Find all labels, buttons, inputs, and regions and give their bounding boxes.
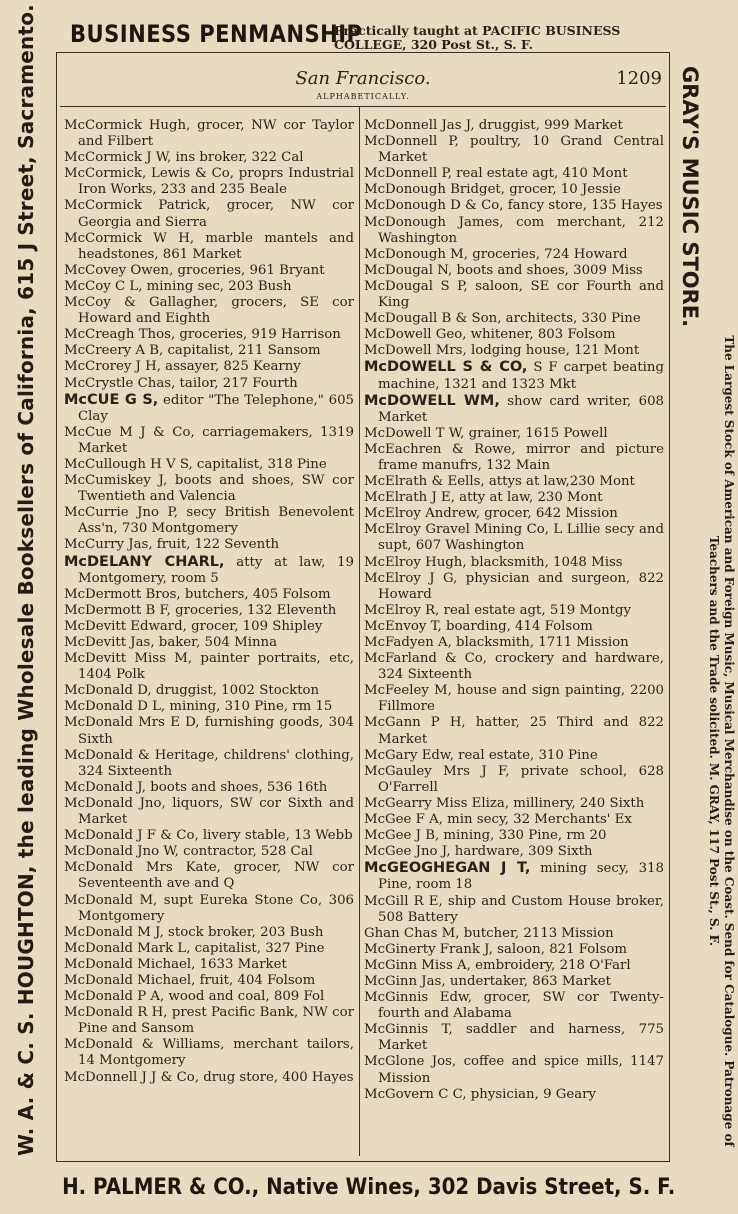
top-ad-title: BUSINESS PENMANSHIP [70,20,363,48]
directory-entry [364,263,664,279]
entry-text: McDowell Geo, whitener, 803 Folsom [364,327,616,343]
top-ad-detail: Practically taught at PACIFIC BUSINESS COLLEGE, 320 Post St., S. F. [334,23,621,52]
right-margin-advertisement [702,326,736,1156]
directory-entry [64,957,354,973]
directory-entry [364,926,664,942]
entry-text: McCoy C L, mining sec, 203 Bush [64,278,292,294]
directory-entry [364,603,664,619]
entry-text: McCumiskey J, boots and shoes, SW cor Twentieth and Valencia [64,473,354,505]
entry-text: McCormick J W, ins broker, 322 Cal [64,150,304,166]
directory-entry [364,311,664,327]
entry-text: McCreery A B, capitalist, 211 Sansom [64,343,321,359]
directory-entry [364,764,664,796]
directory-entry [64,343,354,359]
directory-entry [364,683,664,715]
directory-entry [64,796,354,828]
entry-text: McGee Jno J, hardware, 309 Sixth [364,844,593,860]
header-rule [60,106,666,107]
directory-entry [64,150,354,166]
directory-entry [64,715,354,747]
entry-text: McDonald P A, wood and coal, 809 Fol [64,989,325,1005]
entry-text: McDonough M, groceries, 724 Howard [364,246,628,262]
entry-text: McCoy & Gallagher, grocers, SE cor Howard and Eighth [64,295,354,327]
directory-entry [64,619,354,635]
left-column [64,118,354,1158]
entry-text: McDonald D L, mining, 310 Pine, rm 15 [64,699,333,715]
directory-entry [64,1005,354,1037]
directory-entry [364,490,664,506]
entry-text: McCormick Hugh, grocer, NW cor Taylor and Filbert [64,118,354,150]
entry-text: McGinnis Edw, grocer, SW cor Twenty-fourth and Alabama [364,990,664,1022]
directory-entry [364,393,664,426]
bottom-advertisement [0,1168,738,1208]
entry-text: McCrystle Chas, tailor, 217 Fourth [64,375,298,391]
column-divider [359,106,360,1156]
entry-text: McCormick W H, marble mantels and headstones, 861 Market [64,230,354,262]
entry-text: McGee F A, min secy, 32 Merchants' Ex [364,812,632,828]
directory-entry [64,780,354,796]
directory-entry [364,279,664,311]
directory-entry [64,828,354,844]
entry-text: McDonough James, com merchant, 212 Washington [364,214,664,246]
entry-text: Ghan Chas M, butcher, 2113 Mission [364,925,614,941]
entry-text: McDonald Michael, fruit, 404 Folsom [64,972,316,988]
directory-entry [64,893,354,925]
directory-entry [64,635,354,651]
entry-text: McDonnell P, poultry, 10 Grand Central Market [364,134,664,166]
directory-entry [364,571,664,603]
entry-text: McDonald J F & Co, livery stable, 13 Webb [64,828,353,844]
directory-entry [64,925,354,941]
directory-entry [364,715,664,747]
entry-text: McDonald Jno, liquors, SW cor Sixth and Market [64,795,354,828]
bottom-ad-text: H. PALMER & CO., Native Wines, 302 Davis Street, S. F. [62,1175,676,1200]
entry-text: McDonald Jno W, contractor, 528 Cal [64,844,313,860]
directory-entry [64,941,354,957]
directory-entry [364,990,664,1022]
entry-text: editor "The Telephone," 605 Clay [78,392,354,424]
entry-text: McDonnell P, real estate agt, 410 Mont [364,166,628,182]
directory-entry [64,263,354,279]
entry-text: atty at law, 19 Montgomery, room 5 [78,554,354,586]
entry-text: McGinn Jas, undertaker, 863 Market [364,973,612,989]
entry-text: McDonough Bridget, grocer, 10 Jessie [364,182,621,198]
directory-entry [364,442,664,474]
entry-text: McDougall B & Son, architects, 330 Pine [364,311,641,327]
directory-entry [64,860,354,892]
entry-bold-name: McDOWELL S & CO, [364,359,528,376]
directory-entry [64,699,354,715]
page-subtitle: ALPHABETICALLY. [316,92,410,101]
directory-entry [64,279,354,295]
entry-text: McDonald J, boots and shoes, 536 16th [64,779,328,795]
page-header [60,66,666,106]
directory-entry [364,198,664,214]
directory-entry [364,812,664,828]
directory-entry [364,958,664,974]
entry-text: McElroy Gravel Mining Co, L Lillie secy and supt, 607 Washington [364,522,664,554]
directory-entry [64,973,354,989]
directory-entry [64,166,354,198]
entry-text: McFadyen A, blacksmith, 1711 Mission [364,635,629,650]
directory-entry [64,554,354,587]
directory-entry [364,134,664,166]
entry-text: McGann P H, hatter, 25 Third and 822 Market [364,715,664,747]
entry-text: McGlone Jos, coffee and spice mills, 1147 Mission [364,1054,664,1086]
entry-text: McDonald & Heritage, childrens' clothing, 324 Sixteenth [64,747,354,779]
directory-entry [64,359,354,375]
entry-text: McDermott B F, groceries, 132 Eleventh [64,602,337,618]
entry-text: McGinerty Frank J, saloon, 821 Folsom [364,941,628,957]
directory-entry [64,844,354,860]
directory-entry [364,555,664,571]
directory-entry [64,231,354,263]
entry-text: McCue M J & Co, carriagemakers, 1319 Market [64,424,354,456]
directory-entry [64,457,354,473]
entry-text: McDonald Mark L, capitalist, 327 Pine [64,940,325,956]
entry-text: McCurry Jas, fruit, 122 Seventh [64,537,280,553]
entry-text: McDonald R H, prest Pacific Bank, NW cor Pine and Sansom [64,1005,354,1037]
entry-text: McEnvoy T, boarding, 414 Folsom [364,618,593,634]
entry-text: McGovern C C, physician, 9 Geary [364,1086,597,1102]
directory-entry [64,603,354,619]
directory-entry [64,683,354,699]
directory-entry [64,748,354,780]
page-city: San Francisco. [295,68,431,89]
entry-text: McGill R E, ship and Custom House broker, 508 Battery [364,893,664,925]
entry-bold-name: McDELANY CHARL, [64,553,225,570]
entry-text: McDonald Michael, 1633 Market [64,956,287,972]
right-margin-title [672,66,708,326]
directory-entry [64,505,354,537]
entry-text: McElroy Hugh, blacksmith, 1048 Miss [364,554,623,570]
directory-entry [64,392,354,425]
entry-text: McCullough H V S, capitalist, 318 Pine [64,456,327,472]
directory-entry [364,942,664,958]
directory-entry [64,537,354,553]
directory-entry [64,295,354,327]
entry-text: McGinnis T, saddler and harness, 775 Market [364,1022,664,1054]
directory-entry [364,894,664,926]
entry-text: McDevitt Miss M, painter portraits, etc, 1404 Polk [64,651,354,683]
directory-entry [64,587,354,603]
directory-entry [364,327,664,343]
right-margin-title-text: GRAY'S MUSIC STORE. [678,66,702,328]
directory-entry [364,118,664,134]
entry-text: McCrorey J H, assayer, 825 Kearny [64,359,301,375]
entry-text: McGearry Miss Eliza, millinery, 240 Sixth [364,795,645,811]
directory-entry [64,1070,354,1086]
entry-text: mining secy, 318 Pine, room 18 [378,861,664,893]
entry-text: McDonald M J, stock broker, 203 Bush [64,924,324,940]
entry-text: McDermott Bros, butchers, 405 Folsom [64,586,331,602]
entry-text: McGauley Mrs J F, private school, 628 O'Farrell [364,763,664,795]
directory-entry [364,1022,664,1054]
directory-entry [64,198,354,230]
page-number: 1209 [616,68,662,89]
directory-entry [364,619,664,635]
right-margin-detail-text: The Largest Stock of American and Foreign Music, Musical Merchandise on the Coast. Send for Catalogue. Patronage of Teachers and the Trade solicited. M. GRAY, 117 Post St., S. F. [707,335,736,1147]
entry-text: McCreagh Thos, groceries, 919 Harrison [64,327,341,343]
entry-bold-name: McDOWELL WM, [364,392,500,409]
entry-text: McGinn Miss A, embroidery, 218 O'Farl [364,957,631,973]
directory-entry [364,215,664,247]
directory-entry [64,327,354,343]
directory-entry [364,343,664,359]
directory-entry [364,182,664,198]
entry-text: McElroy Andrew, grocer, 642 Mission [364,506,618,522]
entry-text: S F carpet beating machine, 1321 and 1323 Mkt [378,360,664,392]
entry-text: McDonnell J J & Co, drug store, 400 Hayes [64,1069,354,1085]
entry-text: McCovey Owen, groceries, 961 Bryant [64,262,325,278]
directory-entry [364,247,664,263]
directory-entry [364,748,664,764]
entry-text: McGee J B, mining, 330 Pine, rm 20 [364,828,607,844]
directory-entry [364,506,664,522]
entry-text: McDonald M, supt Eureka Stone Co, 306 Montgomery [64,892,354,924]
entry-text: McDonald Mrs Kate, grocer, NW cor Seventeenth ave and Q [64,860,354,892]
entry-text: McElrath J E, atty at law, 230 Mont [364,490,603,506]
entry-text: McDowell Mrs, lodging house, 121 Mont [364,343,640,359]
entry-bold-name: McGEOGHEGAN J T, [364,860,531,877]
directory-entry [64,651,354,683]
entry-text: McDonald & Williams, merchant tailors, 14 Montgomery [64,1037,354,1069]
entry-text: McDonough D & Co, fancy store, 135 Hayes [364,198,663,214]
entry-text: McDonald Mrs E D, furnishing goods, 304 Sixth [64,715,354,747]
entry-text: McDougal S P, saloon, SE cor Fourth and King [364,278,664,311]
directory-entry [64,118,354,150]
directory-entry [64,376,354,392]
directory-entry [364,522,664,554]
entry-text: McFarland & Co, crockery and hardware, 324 Sixteenth [364,651,664,683]
entry-text: McGary Edw, real estate, 310 Pine [364,747,598,763]
entry-text: McEachren & Rowe, mirror and picture frame manufrs, 132 Main [364,441,664,473]
entry-text: McFeeley M, house and sign painting, 2200 Fillmore [364,683,664,715]
directory-entry [364,974,664,990]
directory-entry [364,828,664,844]
entry-text: McCormick Patrick, grocer, NW cor Georgia and Sierra [64,198,354,230]
entry-text: McElroy J G, physician and surgeon, 822 Howard [364,570,664,602]
entry-text: McElroy R, real estate agt, 519 Montgy [364,602,632,618]
right-column [364,118,664,1158]
directory-entry [364,359,664,392]
directory-entry [364,426,664,442]
entry-text: McDevitt Jas, baker, 504 Minna [64,635,278,650]
entry-text: McDevitt Edward, grocer, 109 Shipley [64,618,323,634]
directory-entry [364,796,664,812]
entry-text: McDougal N, boots and shoes, 3009 Miss [364,262,643,278]
entry-text: McCurrie Jno P, secy British Benevolent Ass'n, 730 Montgomery [64,505,354,537]
entry-bold-name: McCUE G S, [64,391,159,408]
directory-entry [64,989,354,1005]
entry-text: McCormick, Lewis & Co, proprs Industrial Iron Works, 233 and 235 Beale [64,166,354,198]
directory-entry [64,425,354,457]
directory-entry [364,474,664,490]
left-margin-advertisement [2,4,50,1156]
directory-entry [364,651,664,683]
directory-entry [364,1054,664,1086]
directory-entry [364,166,664,182]
directory-entry [364,1087,664,1103]
entry-text: McElrath & Eells, attys at law,230 Mont [364,474,635,490]
directory-entry [364,844,664,860]
directory-entry [364,635,664,651]
entry-text: McDonnell Jas J, druggist, 999 Market [364,118,623,133]
directory-entry [64,1037,354,1069]
entry-text: McDowell T W, grainer, 1615 Powell [364,425,608,441]
entry-text: McDonald D, druggist, 1002 Stockton [64,683,320,699]
directory-entry [64,473,354,505]
entry-text: show card writer, 608 Market [378,393,664,425]
left-margin-text: W. A. & C. S. HOUGHTON, the leading Wholesale Booksellers of California, 615 J Street, Sacramento. [14,4,38,1156]
directory-entry [364,860,664,893]
